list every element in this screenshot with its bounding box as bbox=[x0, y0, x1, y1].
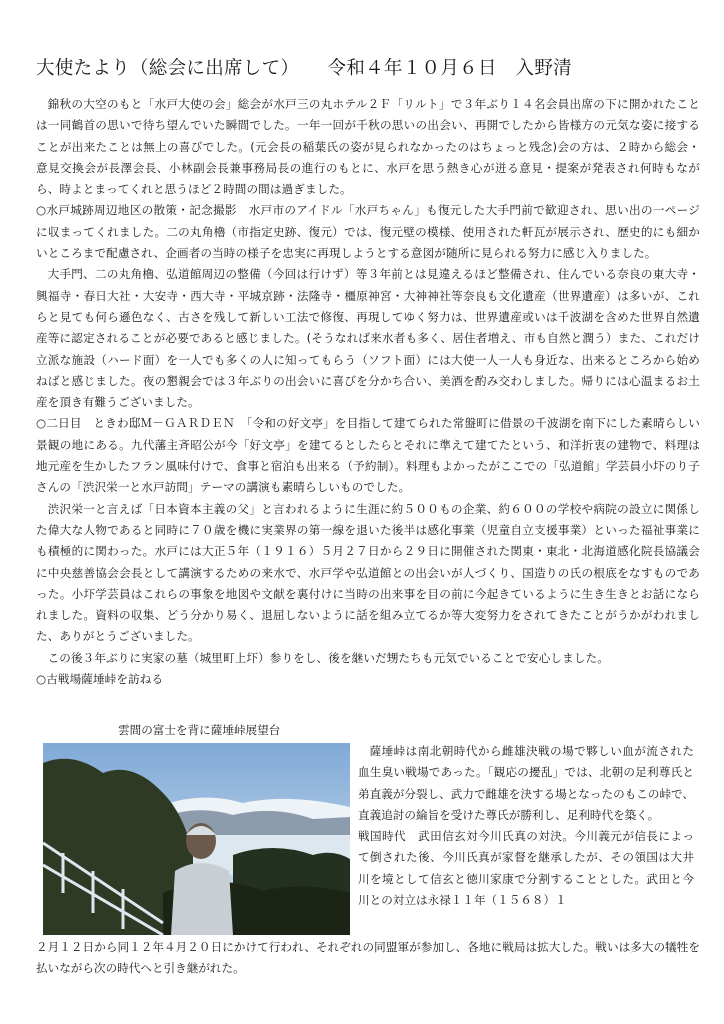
paragraph-day-two: ○二日目 ときわ邸Ｍ－ＧＡＲＤＥＮ 「令和の好文亭」を目指して建てられた常盤町に借景の千波湖を南下にした素晴らしい景観の地にある。九代藩主斉昭公が今「好文亭」を建てるとしたらとそれに準えて建てたという、和洋折衷の建物で、料理は地元産を生かしたフラン風味付けで、食事と宿泊も出来る（予約制）。料理もよかったがここでの「弘道館」学芸員小圷のり子さんの「渋沢栄一と水戸訪問」テーマの講演も素晴らしいものでした。 bbox=[36, 416, 700, 495]
side-paragraph-sengoku: 戦国時代 武田信玄対今川氏真の対決。今川義元が信長によって倒された後、今川氏真が家督を継承したが、その領国は大井川を境として信玄と徳川家康で分割することとした。武田と今川との対立は永禄１１年（１５６８）１ bbox=[358, 829, 694, 908]
document-title: 大使たより（総会に出席して） 令和４年１０月６日 入野清 bbox=[36, 58, 572, 79]
paragraph-castle-walk: ○水戸城跡周辺地区の散策・記念撮影 水戸市のアイドル「水戸ちゃん」も復元した大手門前で歓迎され、思い出の一ページに収まってくれました。二の丸角櫓（市指定史跡、復元）では、復元壁の模様、使用された軒瓦が展示され、歴史的にも細かいところまで配慮され、企画者の当時の様子を忠実に再現しようとする意図が随所に見られる努力に感じ入りました。 bbox=[36, 203, 700, 261]
side-paragraph-history: 薩埵峠は南北朝時代から雌雄決戦の場で夥しい血が流された血生臭い戦場であった。「観応の擾乱」では、北朝の足利尊氏と弟直義が分裂し、武力で雌雄を決する場となったのもこの峠で、直義追討の綸旨を受けた尊氏が勝利し、足利時代を築く。 bbox=[358, 744, 694, 822]
side-text bbox=[358, 741, 694, 911]
paragraph-family-grave: この後３年ぶりに実家の墓（城里町上圷）参りをし、後を継いだ甥たちも元気でいることで安心しました。 bbox=[47, 650, 609, 665]
paragraph-battlefield-heading: ○古戦場薩埵峠を訪ねる bbox=[36, 672, 164, 687]
body-text bbox=[36, 94, 700, 690]
bottom-text: ２月１２日から同１２年４月２０日にかけて行われ、それぞれの同盟軍が参加し、各地に戦局は拡大した。戦いは多大の犠牲を払いながら次の時代へと引き継がれた。 bbox=[36, 940, 700, 976]
paragraph-heritage: 大手門、二の丸角櫓、弘道館周辺の整備（今回は行けず）等３年前とは見違えるほど整備され、住んでいる奈良の東大寺・興福寺・春日大社・大安寺・西大寺・平城京跡・法隆寺・橿原神宮・大神神社等奈良も文化遺産（世界遺産）は多いが、これらと見ても何ら遜色なく、古さを残して新しい工法で修復、再現してゆく努力は、世界遺産或いは千波湖を含めた世界自然遺産等に認定されることが必要であると感じました。(そうなれば来水者も多く、居住者増え、市も自然と潤う）また、これだけ立派な施設（ハード面）を一人でも多くの人に知ってもらう（ソフト面）には大使一人一人も身近な、出来るところから始めねばと感じました。夜の懇親会では３年ぶりの出会いに喜びを分かち合い、美酒を酌み交わしました。帰りには心温まるお土産を頂き有難うございました。 bbox=[36, 267, 700, 410]
photo-person-body bbox=[171, 863, 233, 935]
photo-illustration bbox=[43, 743, 350, 935]
paragraph-shibusawa: 渋沢栄一と言えば「日本資本主義の父」と言われるように生涯に約５００もの企業、約６００の学校や病院の設立に関係した偉大な人物であると同時に７０歳を機に実業界の第一線を退いた後半は感化事業（児童自立支援事業）といった福祉事業にも積極的に関わった。水戸には大正５年（１９１６）５月２７日から２９日に開催された関東・東北・北海道感化院長協議会に中央慈善協会会長として講演するための来水で、水戸学や弘道館との出会いが人づくり、国造りの氏の根底をなすものであった。小圷学芸員はこれらの事象を地図や文献を裏付けに当時の出来事を目の前に今起きているように生き生きとお話になられました。資料の収集、どう分かり易く、退屈しないように話を組み立てるか等大変努力をされてきたことがうかがわれました、ありがとうございました。 bbox=[36, 501, 700, 644]
satta-pass-photo bbox=[43, 743, 350, 935]
paragraph-opening: 錦秋の大空のもと「水戸大使の会」総会が水戸三の丸ホテル２Ｆ「リルト」で３年ぶり１４名会員出席の下に開かれたことは一同鶴首の思いで待ち望んでいた瞬間でした。一年一回が千秋の思いの出会い、再開でしたから皆様方の元気な姿に接することが出来たことは無上の喜びでした。(元会長の稲葉氏の姿が見られなかったのはちょっと残念)会の方は、２時から総会・意見交換会が長澤会長、小林副会長兼事務局長の進行のもとに、水戸を思う熱き心が迸る意見・提案が発表され何時もながら、時よとまってくれと思うほど２時間の間は過ぎました。 bbox=[36, 97, 700, 197]
photo-caption: 雲間の富士を背に薩埵峠展望台 bbox=[118, 723, 281, 737]
